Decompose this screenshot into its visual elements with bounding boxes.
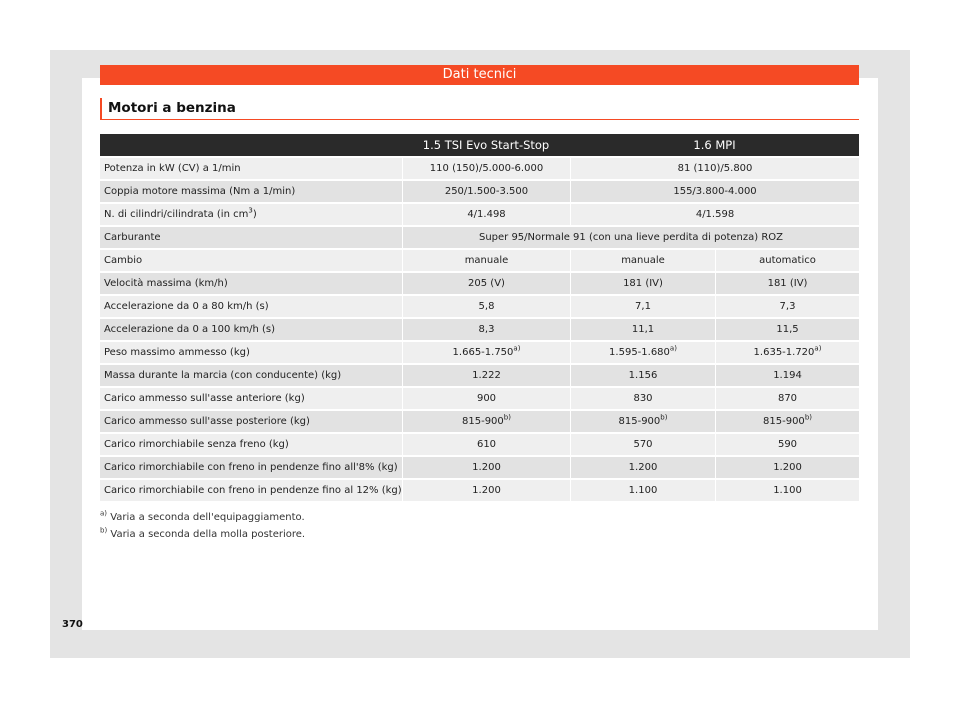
table-cell bbox=[570, 434, 715, 455]
table-cell bbox=[570, 204, 859, 225]
cell-value: manuale bbox=[464, 255, 509, 266]
row-label bbox=[100, 158, 402, 179]
engine-specs-table bbox=[100, 132, 859, 503]
header-empty-cell bbox=[100, 134, 402, 156]
cell-value: 1.595-1.680 bbox=[609, 347, 670, 358]
cell-value: 1.200 bbox=[472, 462, 501, 473]
table-cell bbox=[715, 434, 859, 455]
row-label-text: Accelerazione da 0 a 100 km/h (s) bbox=[104, 324, 275, 335]
table-cell bbox=[570, 296, 715, 317]
cell-value: 250/1.500-3.500 bbox=[444, 186, 529, 197]
footnote-reference: b) bbox=[503, 413, 511, 422]
cell-value: 900 bbox=[476, 393, 497, 404]
cell-value: 4/1.498 bbox=[467, 209, 506, 220]
row-label-text: Carico rimorchiabile con freno in pendenze fino al 12% (kg) bbox=[104, 485, 402, 496]
table-header-row bbox=[100, 134, 859, 156]
table-cell bbox=[402, 457, 570, 478]
row-label-text: Carburante bbox=[104, 232, 161, 243]
table-cell bbox=[402, 434, 570, 455]
table-cell bbox=[570, 480, 715, 501]
table-row bbox=[100, 250, 859, 271]
cell-value: 1.200 bbox=[628, 462, 658, 473]
cell-value: manuale bbox=[621, 255, 665, 266]
table-row bbox=[100, 204, 859, 225]
cell-value: 1.635-1.720 bbox=[753, 347, 815, 358]
cell-value: 5,8 bbox=[478, 301, 495, 312]
row-label bbox=[100, 388, 402, 409]
table-row bbox=[100, 181, 859, 202]
header-engine-1-5-tsi: 1.5 TSI Evo Start-Stop bbox=[402, 134, 570, 156]
cell-value: automatico bbox=[759, 255, 816, 266]
table-row bbox=[100, 480, 859, 501]
table-row bbox=[100, 365, 859, 386]
row-label bbox=[100, 411, 402, 432]
table-row bbox=[100, 388, 859, 409]
cell-value: Super 95/Normale 91 (con una lieve perdita di potenza) ROZ bbox=[478, 232, 784, 243]
cell-value: 1.665-1.750 bbox=[452, 347, 514, 358]
table-cell bbox=[570, 250, 715, 271]
row-label-text: Peso massimo ammesso (kg) bbox=[104, 347, 250, 358]
table-row bbox=[100, 411, 859, 432]
cell-value: 870 bbox=[777, 393, 798, 404]
table-cell bbox=[570, 457, 715, 478]
row-label bbox=[100, 273, 402, 294]
table-cell bbox=[715, 250, 859, 271]
cell-value: 8,3 bbox=[478, 324, 495, 335]
footnote-reference: a) bbox=[814, 344, 822, 353]
table-cell bbox=[570, 158, 859, 179]
cell-value: 7,1 bbox=[635, 301, 651, 312]
row-label-text: Coppia motore massima (Nm a 1/min) bbox=[104, 186, 296, 197]
footnote-a bbox=[100, 509, 305, 523]
table-row bbox=[100, 434, 859, 455]
row-label-text: Potenza in kW (CV) a 1/min bbox=[104, 163, 241, 174]
row-label-text: Carico ammesso sull'asse posteriore (kg) bbox=[104, 416, 310, 427]
table-cell bbox=[715, 457, 859, 478]
table-cell bbox=[402, 250, 570, 271]
cell-value: 610 bbox=[476, 439, 497, 450]
cell-value: 830 bbox=[633, 393, 653, 404]
table-cell bbox=[570, 342, 715, 363]
table-cell bbox=[715, 388, 859, 409]
table-cell bbox=[402, 273, 570, 294]
cell-value: 181 (IV) bbox=[623, 278, 663, 289]
row-label-superscript: 3 bbox=[248, 206, 253, 215]
row-label-text: Carico rimorchiabile con freno in pendenze fino all'8% (kg) bbox=[104, 462, 398, 473]
cell-value: 1.222 bbox=[472, 370, 501, 381]
table-cell bbox=[402, 411, 570, 432]
table-cell bbox=[402, 480, 570, 501]
cell-value: 81 (110)/5.800 bbox=[677, 163, 753, 174]
cell-value: 815-900 bbox=[462, 416, 504, 427]
row-label bbox=[100, 296, 402, 317]
chapter-header: Dati tecnici bbox=[100, 65, 859, 85]
table-cell bbox=[402, 204, 570, 225]
cell-value: 1.200 bbox=[472, 485, 501, 496]
table-cell bbox=[715, 342, 859, 363]
footnote-marker: a) bbox=[100, 509, 108, 518]
table-row bbox=[100, 296, 859, 317]
footnote-reference: a) bbox=[669, 344, 677, 353]
footnote-marker: b) bbox=[100, 526, 108, 535]
row-label bbox=[100, 434, 402, 455]
section-title: Motori a benzina bbox=[100, 98, 859, 120]
table-cell bbox=[402, 227, 859, 248]
cell-value: 570 bbox=[633, 439, 653, 450]
row-label-text: Carico ammesso sull'asse anteriore (kg) bbox=[104, 393, 305, 404]
table-cell bbox=[715, 411, 859, 432]
table-cell bbox=[570, 273, 715, 294]
table-cell bbox=[570, 181, 859, 202]
table-row bbox=[100, 342, 859, 363]
table-cell bbox=[715, 480, 859, 501]
footnote-b bbox=[100, 526, 306, 540]
row-label-text: Massa durante la marcia (con conducente) (kg) bbox=[104, 370, 342, 381]
table-cell bbox=[402, 365, 570, 386]
cell-value: 205 (V) bbox=[468, 278, 505, 289]
row-label bbox=[100, 457, 402, 478]
cell-value: 4/1.598 bbox=[695, 209, 735, 220]
row-label bbox=[100, 227, 402, 248]
table-row bbox=[100, 158, 859, 179]
table-cell bbox=[402, 296, 570, 317]
row-label-text: Velocità massima (km/h) bbox=[104, 278, 228, 289]
footnote-reference: b) bbox=[804, 413, 812, 422]
cell-value: 11,1 bbox=[631, 324, 655, 335]
cell-value: 1.100 bbox=[628, 485, 658, 496]
table-row bbox=[100, 273, 859, 294]
cell-value: 181 (IV) bbox=[767, 278, 808, 289]
footnote-reference: b) bbox=[660, 413, 668, 422]
cell-value: 7,3 bbox=[779, 301, 796, 312]
row-label-suffix: ) bbox=[252, 209, 257, 220]
row-label-text: N. di cilindri/cilindrata (in cm bbox=[104, 209, 249, 220]
cell-value: 1.156 bbox=[628, 370, 658, 381]
row-label-text: Carico rimorchiabile senza freno (kg) bbox=[104, 439, 289, 450]
footnote-text: Varia a seconda dell'equipaggiamento. bbox=[110, 512, 305, 523]
row-label bbox=[100, 319, 402, 340]
row-label bbox=[100, 342, 402, 363]
table-cell bbox=[402, 319, 570, 340]
row-label bbox=[100, 181, 402, 202]
page-number: 370 bbox=[62, 619, 83, 630]
cell-value: 11,5 bbox=[776, 324, 799, 335]
cell-value: 590 bbox=[777, 439, 798, 450]
cell-value: 815-900 bbox=[763, 416, 805, 427]
cell-value: 155/3.800-4.000 bbox=[673, 186, 757, 197]
table-cell bbox=[570, 365, 715, 386]
table-cell bbox=[402, 181, 570, 202]
cell-value: 1.194 bbox=[773, 370, 802, 381]
footnotes bbox=[100, 509, 306, 546]
table-row bbox=[100, 457, 859, 478]
table-cell bbox=[570, 388, 715, 409]
cell-value: 110 (150)/5.000-6.000 bbox=[429, 163, 544, 174]
table-row bbox=[100, 319, 859, 340]
table-cell bbox=[715, 319, 859, 340]
footnote-text: Varia a seconda della molla posteriore. bbox=[110, 529, 306, 540]
row-label bbox=[100, 204, 402, 225]
cell-value: 1.200 bbox=[773, 462, 802, 473]
header-engine-1-6-mpi: 1.6 MPI bbox=[570, 134, 859, 156]
table-cell bbox=[715, 273, 859, 294]
row-label-text: Cambio bbox=[104, 255, 143, 266]
cell-value: 815-900 bbox=[618, 416, 661, 427]
table-cell bbox=[715, 365, 859, 386]
row-label-text: Accelerazione da 0 a 80 km/h (s) bbox=[104, 301, 269, 312]
table-cell bbox=[570, 319, 715, 340]
table-cell bbox=[402, 158, 570, 179]
table-row bbox=[100, 227, 859, 248]
row-label bbox=[100, 365, 402, 386]
table-cell bbox=[402, 342, 570, 363]
row-label bbox=[100, 480, 402, 501]
cell-value: 1.100 bbox=[773, 485, 802, 496]
table-cell bbox=[402, 388, 570, 409]
table-cell bbox=[715, 296, 859, 317]
row-label bbox=[100, 250, 402, 271]
table-cell bbox=[570, 411, 715, 432]
footnote-reference: a) bbox=[513, 344, 521, 353]
